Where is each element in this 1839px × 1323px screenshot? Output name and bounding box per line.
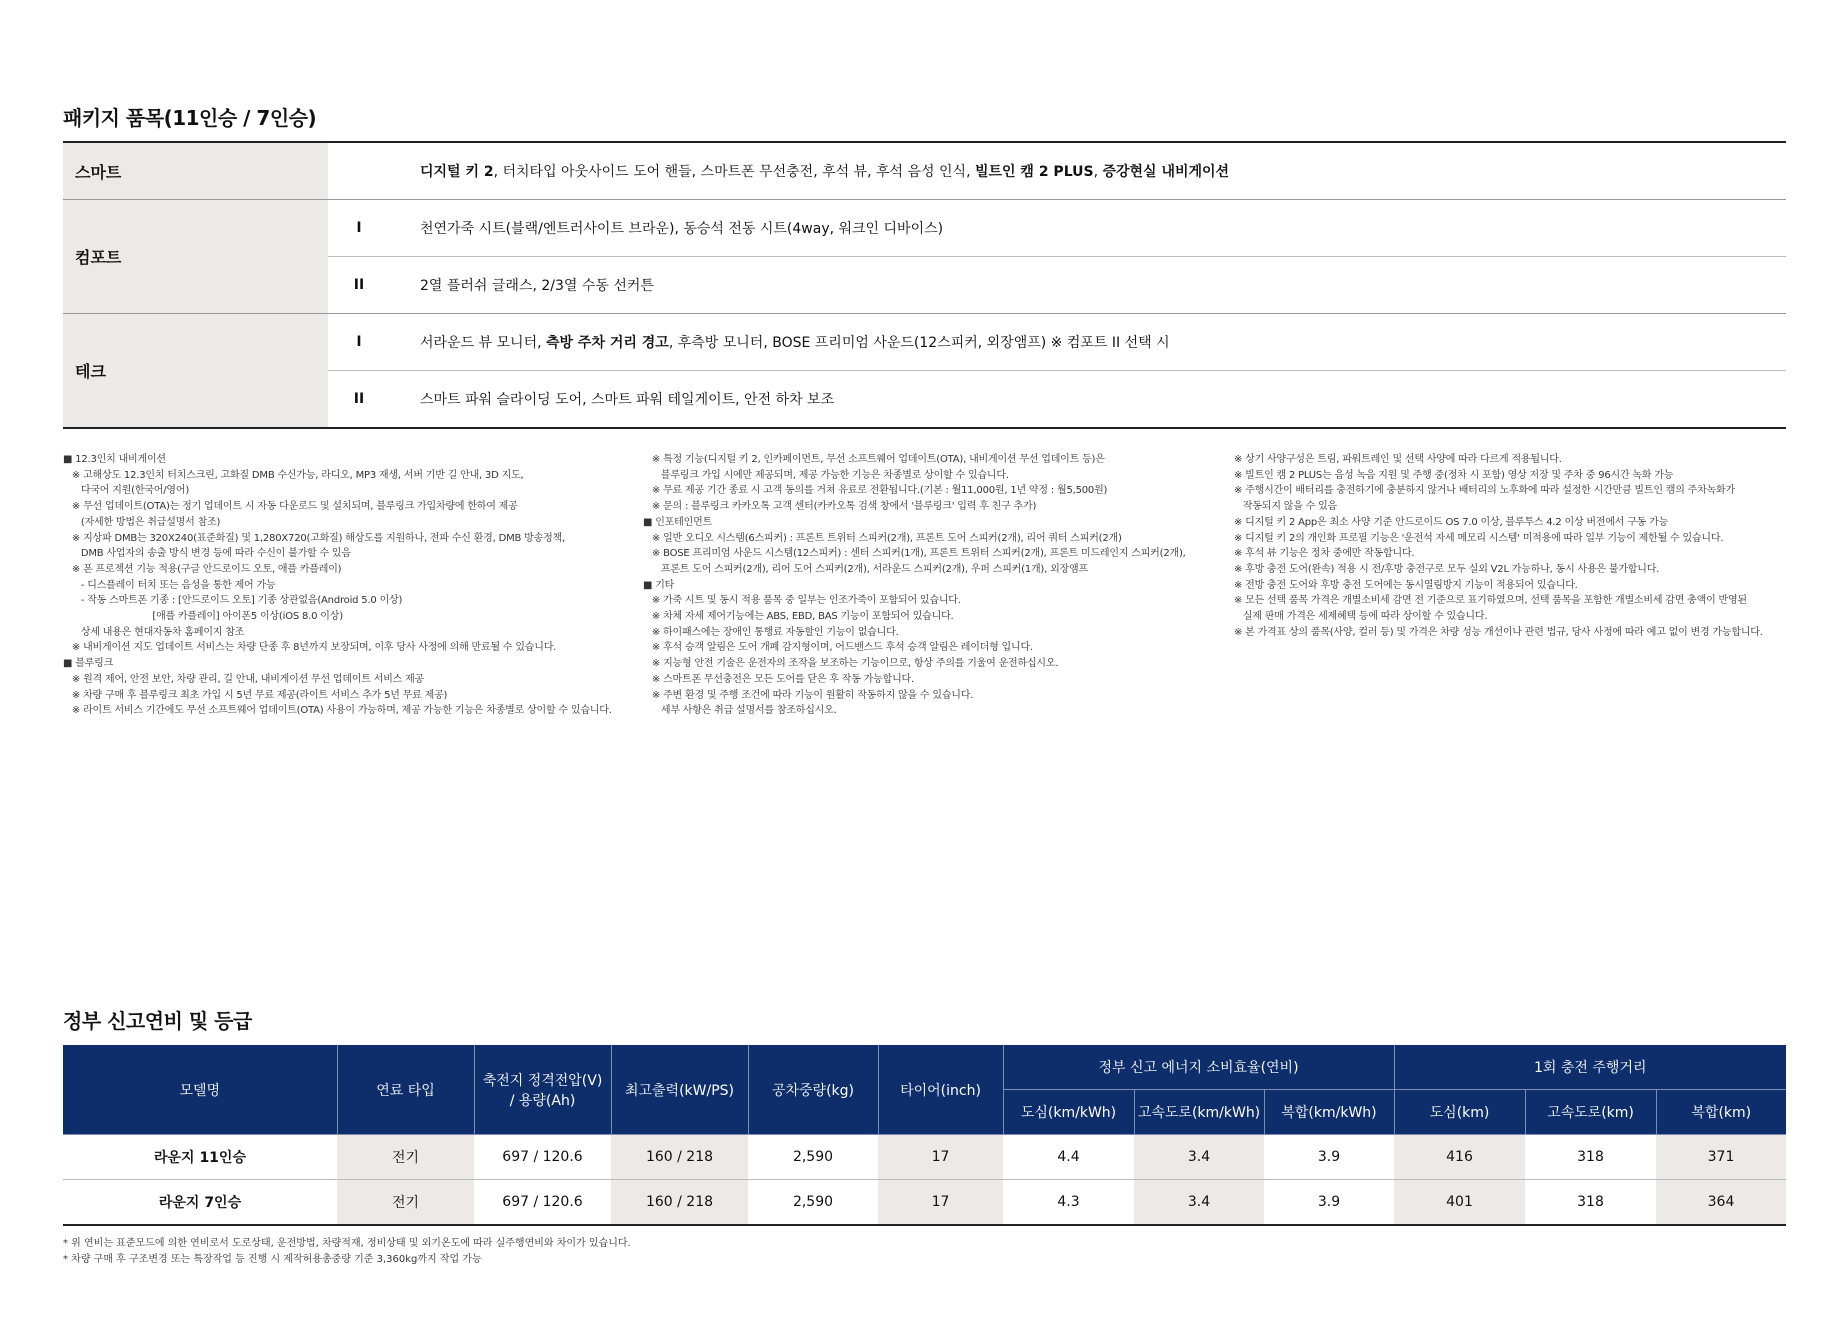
- cell-power: 160 / 218: [611, 1135, 748, 1180]
- package-tech-2-items: 스마트 파워 슬라이딩 도어, 스마트 파워 테일게이트, 안전 하차 보조: [420, 392, 835, 408]
- package-level: II: [353, 391, 365, 407]
- header-hwy-range: 고속도로(km): [1525, 1090, 1656, 1135]
- cell-fuel: 전기: [337, 1180, 474, 1226]
- package-category-tech: 테크: [63, 314, 328, 427]
- package-row-comfort: [63, 200, 1786, 314]
- cell-hwy-range: 318: [1525, 1180, 1656, 1226]
- cell-comb-eff: 3.9: [1264, 1180, 1394, 1226]
- cell-model: 라운지 11인승: [63, 1135, 337, 1180]
- cell-city-eff: 4.3: [1003, 1180, 1134, 1226]
- table-row: [63, 1135, 1786, 1180]
- package-row-tech: [63, 314, 1786, 427]
- package-category-comfort: 컴포트: [63, 200, 328, 313]
- cell-comb-eff: 3.9: [1264, 1135, 1394, 1180]
- package-level: II: [353, 277, 365, 293]
- header-fuel: 연료 타입: [337, 1045, 474, 1135]
- efficiency-table: [63, 1045, 1786, 1226]
- cell-hwy-range: 318: [1525, 1135, 1656, 1180]
- cell-battery: 697 / 120.6: [474, 1180, 611, 1226]
- package-table: [63, 141, 1786, 429]
- cell-power: 160 / 218: [611, 1180, 748, 1226]
- cell-model: 라운지 7인승: [63, 1180, 337, 1226]
- cell-hwy-eff: 3.4: [1134, 1180, 1264, 1226]
- header-city-range: 도심(km): [1394, 1090, 1525, 1135]
- cell-weight: 2,590: [748, 1135, 878, 1180]
- header-efficiency-group: 정부 신고 에너지 소비효율(연비): [1003, 1045, 1394, 1090]
- header-tire: 타이어(inch): [878, 1045, 1003, 1135]
- header-power: 최고출력(kW/PS): [611, 1045, 748, 1135]
- header-battery: 축전지 정격전압(V) / 용량(Ah): [474, 1045, 611, 1135]
- cell-weight: 2,590: [748, 1180, 878, 1226]
- header-comb-range: 복합(km): [1656, 1090, 1786, 1135]
- package-level: I: [356, 334, 362, 350]
- cell-tire: 17: [878, 1135, 1003, 1180]
- header-range-group: 1회 충전 주행거리: [1394, 1045, 1786, 1090]
- package-title: 패키지 품목(11인승 / 7인승): [63, 106, 317, 130]
- footnote: * 차량 구매 후 구조변경 또는 특장작업 등 진행 시 제작허용총중량 기준 3,360kg까지 작업 가능: [63, 1254, 482, 1265]
- header-weight: 공차중량(kg): [748, 1045, 878, 1135]
- cell-city-range: 416: [1394, 1135, 1525, 1180]
- package-row-smart: [63, 143, 1786, 200]
- efficiency-footnotes: [63, 1236, 631, 1268]
- table-row: [63, 1180, 1786, 1226]
- cell-city-range: 401: [1394, 1180, 1525, 1226]
- header-comb-eff: 복합(km/kWh): [1264, 1090, 1394, 1135]
- package-category-smart: 스마트: [63, 143, 328, 199]
- footnote: * 위 연비는 표준모드에 의한 연비로서 도로상태, 운전방법, 차량적재, 정비상태 및 외기온도에 따라 실주행연비와 차이가 있습니다.: [63, 1238, 631, 1249]
- cell-fuel: 전기: [337, 1135, 474, 1180]
- efficiency-title: 정부 신고연비 및 등급: [63, 1009, 252, 1033]
- cell-battery: 697 / 120.6: [474, 1135, 611, 1180]
- header-hwy-eff: 고속도로(km/kWh): [1134, 1090, 1264, 1135]
- package-smart-items: 디지털 키 2, 터치타입 아웃사이드 도어 핸들, 스마트폰 무선충전, 후석 뷰, 후석 음성 인식, 빌트인 캠 2 PLUS, 증강현실 내비게이션: [420, 164, 1230, 180]
- cell-city-eff: 4.4: [1003, 1135, 1134, 1180]
- notes-column-1: ■ 12.3인치 내비게이션 ※ 고해상도 12.3인치 터치스크린, 고화질 DMB 수신가능, 라디오, MP3 재생, 서버 기반 길 안내, 3D 지도, 다국어 지원(한국어/영어) ※ 무선 업데이트(OTA)는 정기 업데이트 시 자동 다운로드 및 설치되며, 블루링크 가입차량에 한하여 제공 (자세한 방법은 취급설명서 참조) ※ 지상파 DMB는 320X240(표준화질) 및 1,280X720(고화질) 해상도를 지원하나, 전파 수신 환경, DMB 방송정책, DMB 사업자의 송출 방식 변경 등에 따라 수신이 불가할 수 있음 ※ 폰 프로젝션 기능 적용(구글 안드로이드 오토, 애플 카플레이) - 디스플레이 터치 또는 음성을 통한 제어 가능 - 작동 스마트폰 기종 : [안드로이드 오토] 기종 상관없음(Android 5.0 이상) [애플 카플레이] 아이폰5 이상(iOS 8.0 이상) 상세 내용은 현대자동차 홈페이지 참조 ※ 내비게이션 지도 업데이트 서비스는 차량 단종 후 8년까지 보장되며, 이후 당사 사정에 의해 만료될 수 있습니다. ■ 블루링크 ※ 원격 제어, 안전 보안, 차량 관리, 길 안내, 내비게이션 무선 업데이트 서비스 제공 ※ 차량 구매 후 블루링크 최초 가입 시 5년 무료 제공(라이트 서비스 추가 5년 무료 제공) ※ 라이트 서비스 기간에도 무선 소프트웨어 업데이트(OTA) 사용이 가능하며, 제공 가능한 기능은 차종별로 상이할 수 있습니다.: [63, 454, 612, 717]
- package-tech-1-items: 서라운드 뷰 모니터, 측방 주차 거리 경고, 후측방 모니터, BOSE 프리미엄 사운드(12스피커, 외장앰프) ※ 컴포트 II 선택 시: [420, 335, 1170, 351]
- cell-hwy-eff: 3.4: [1134, 1135, 1264, 1180]
- notes-column-2: ※ 특정 기능(디지털 키 2, 인카페이먼트, 무선 소프트웨어 업데이트(OTA), 내비게이션 무선 업데이트 등)은 블루링크 가입 시에만 제공되며, 제공 가능한 기능은 차종별로 상이할 수 있습니다. ※ 무료 제공 기간 종료 시 고객 동의를 거쳐 유료로 전환됩니다.(기본 : 월11,000원, 1년 약정 : 월5,500원) ※ 문의 : 블루링크 카카오톡 고객 센터(카카오톡 검색 창에서 '블루링크' 입력 후 친구 추가) ■ 인포테인먼트 ※ 일반 오디오 시스템(6스피커) : 프론트 트위터 스피커(2개), 프론트 도어 스피커(2개), 리어 쿼터 스피커(2개) ※ BOSE 프리미엄 사운드 시스템(12스피커) : 센터 스피커(1개), 프론트 트위터 스피커(2개), 프론트 미드레인지 스피커(2개), 프론트 도어 스피커(2개), 리어 도어 스피커(2개), 서라운드 스피커(2개), 우퍼 스피커(1개), 외장앰프 ■ 기타 ※ 가죽 시트 및 동시 적용 품목 중 일부는 인조가죽이 포함되어 있습니다. ※ 차체 자세 제어기능에는 ABS, EBD, BAS 기능이 포함되어 있습니다. ※ 하이패스에는 장애인 통행료 자동할인 기능이 없습니다. ※ 후석 승객 알림은 도어 개폐 감지형이며, 어드밴스드 후석 승객 알림은 레이더형 입니다. ※ 지능형 안전 기술은 운전자의 조작을 보조하는 기능이므로, 항상 주의를 기울여 운전하십시오. ※ 스마트폰 무선충전은 모든 도어를 닫은 후 작동 가능합니다. ※ 주변 환경 및 주행 조건에 따라 기능이 원활히 작동하지 않을 수 있습니다. 세부 사항은 취급 설명서를 참조하십시오.: [643, 454, 1186, 717]
- cell-comb-range: 364: [1656, 1180, 1786, 1226]
- cell-comb-range: 371: [1656, 1135, 1786, 1180]
- notes-column-3: ※ 상기 사양구성은 트림, 파워트레인 및 선택 사양에 따라 다르게 적용됩니다. ※ 빌트인 캠 2 PLUS는 음성 녹음 지원 및 주행 중(정차 시 포함) 영상 저장 및 주차 중 96시간 녹화 가능 ※ 주행시간이 배터리를 충전하기에 충분하지 않거나 배터리의 노후화에 따라 설정한 시간만큼 빌트인 캠의 주차녹화가 작동되지 않을 수 있음 ※ 디지털 키 2 App은 최소 사양 기준 안드로이드 OS 7.0 이상, 블루투스 4.2 이상 버전에서 구동 가능 ※ 디지털 키 2의 개인화 프로필 기능은 '운전석 자세 메모리 시스템' 미적용에 따라 일부 기능이 제한될 수 있습니다. ※ 후석 뷰 기능은 정차 중에만 작동합니다. ※ 후방 충전 도어(완속) 적용 시 전/후방 충전구로 모두 실외 V2L 가능하나, 동시 사용은 불가합니다. ※ 전방 충전 도어와 후방 충전 도어에는 동시열림방지 기능이 적용되어 있습니다. ※ 모든 선택 품목 가격은 개별소비세 감면 전 기준으로 표기하였으며, 선택 품목을 포함한 개별소비세 감면 총액이 반영된 실제 판매 가격은 세제혜택 등에 따라 상이할 수 있습니다. ※ 본 가격표 상의 품목(사양, 컬러 등) 및 가격은 차량 성능 개선이나 관련 법규, 당사 사정에 따라 예고 없이 변경 가능합니다.: [1234, 454, 1763, 638]
- cell-tire: 17: [878, 1180, 1003, 1226]
- package-comfort-1-items: 천연가죽 시트(블랙/엔트러사이트 브라운), 동승석 전동 시트(4way, 워크인 디바이스): [420, 221, 944, 237]
- package-comfort-2-items: 2열 플러쉬 글래스, 2/3열 수동 선커튼: [420, 278, 654, 294]
- header-model: 모델명: [63, 1045, 337, 1135]
- header-city-eff: 도심(km/kWh): [1003, 1090, 1134, 1135]
- package-level: I: [356, 220, 362, 236]
